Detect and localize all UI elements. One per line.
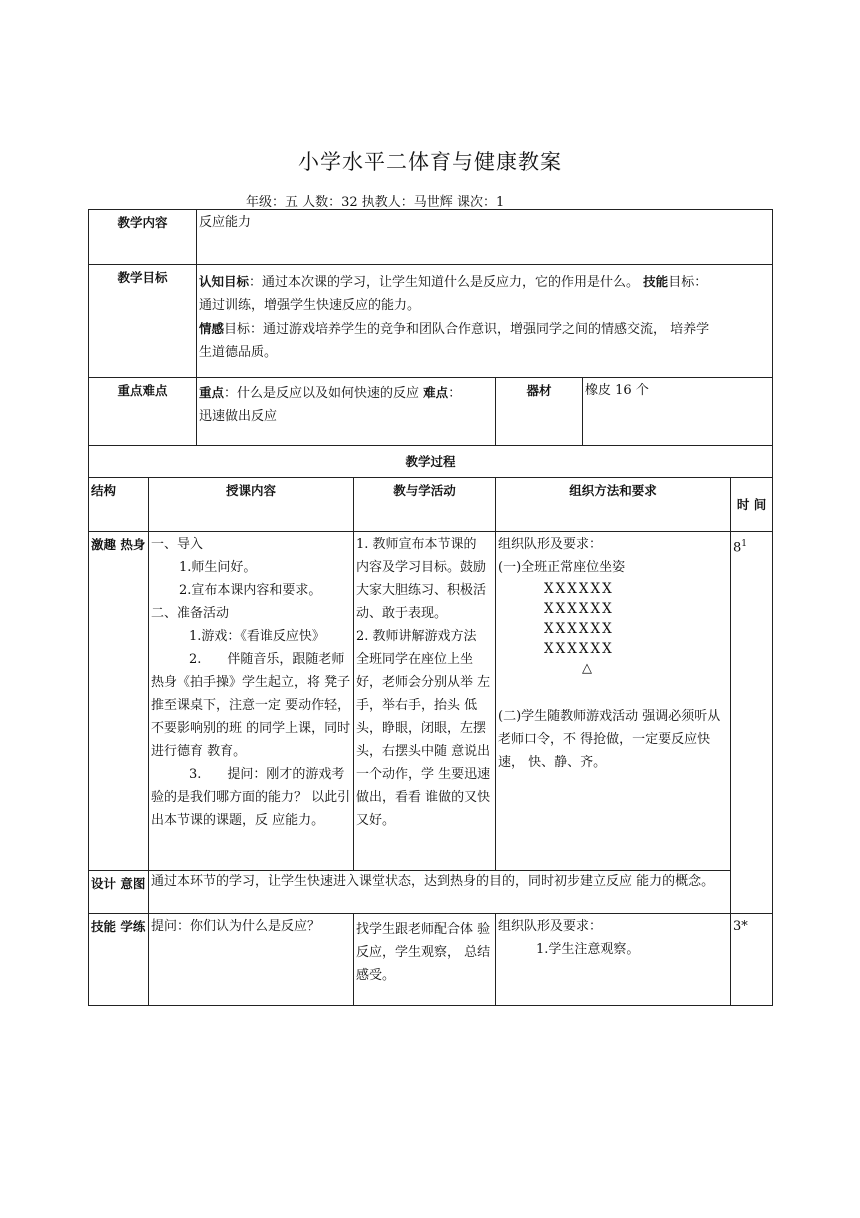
formation-title: 组织队形及要求： (498, 537, 603, 552)
equipment-label: 器材 (496, 378, 583, 446)
cognitive-goal-text: ：通过本次课的学习，让学生知道什么是反应力，它的作用是什么。 (249, 275, 644, 290)
warmup-content-line: 二、准备活动 (151, 606, 230, 621)
design-structure: 设计 意图 (89, 871, 149, 914)
key-value (197, 378, 496, 446)
warmup-content-line: 2. 伴随音乐，跟随老师热身《拍手操》学生起立，将 凳子推至课桌下，注意一定 要动作轻，不要影响别的班 的同学上课，同时进行德育 教育。 (151, 652, 351, 759)
affective-goal-label: 情感 (199, 321, 225, 336)
warmup-time (731, 532, 773, 914)
warmup-content-line: 3. 提问：刚才的游戏考验的是我们哪方面的能力？ 以此引出本节课的课题，反 应能力。 (151, 767, 351, 828)
warmup-content (149, 532, 354, 871)
process-title: 教学过程 (89, 446, 773, 478)
header-structure: 结构 (89, 478, 149, 532)
cognitive-goal-label: 认知目标 (199, 274, 250, 289)
row-content (89, 210, 773, 265)
skill-method-item: 1.学生注意观察。 (536, 942, 640, 957)
skill-content: 提问：你们认为什么是反应？ (149, 914, 354, 1006)
warmup-content-line: 1.游戏：《看谁反应快》 (189, 629, 325, 644)
skill-goal-label: 技能 (643, 274, 669, 289)
difficulty-label: 难点 (423, 385, 449, 400)
row-design (89, 871, 773, 914)
warmup-activity-item: 1. 教师宣布本节课的 内容及学习目标。鼓励 大家大胆练习、积极活 动、敢于表现。 (356, 537, 487, 621)
warmup-content-line: 2.宣布本课内容和要求。 (179, 583, 322, 598)
skill-activity: 找学生跟老师配合体 验反应，学生观察， 总结感受。 (354, 914, 496, 1006)
difficulty-text: 迅速做出反应 (199, 409, 278, 424)
row-warmup (89, 532, 773, 871)
focus-label: 重点 (199, 385, 225, 400)
warmup-content-line: 1.师生问好。 (179, 560, 257, 575)
row-key-points (89, 378, 773, 446)
header-time: 时 间 (731, 478, 773, 532)
skill-goal-text: 通过训练，增强学生快速反应的能力。 (199, 298, 421, 313)
key-label: 重点难点 (89, 378, 197, 446)
formation-row: XXXXXX (544, 621, 614, 637)
design-text: 通过本环节的学习，让学生快速进入课堂状态，达到热身的目的，同时初步建立反应 能力的概念。 (149, 871, 731, 914)
lesson-meta: 年级：五 人数：32 执教人：马世辉 课次：1 (246, 195, 505, 210)
document-title: 小学水平二体育与健康教案 (298, 150, 562, 174)
warmup-structure: 激趣 热身 (89, 532, 149, 871)
skill-method (496, 914, 731, 1006)
focus-text: ：什么是反应以及如何快速的反应 (224, 386, 424, 401)
skill-time: 3* (731, 914, 773, 1006)
skill-method-title: 组织队形及要求： (498, 919, 603, 934)
warmup-method (496, 532, 731, 871)
affective-goal-cont: 生道德品质。 (199, 345, 278, 360)
affective-goal-text: 目标：通过游戏培养学生的竞争和团队合作意识，增强同学之间的情感交流， 培养学 (224, 322, 710, 337)
skill-goal-suffix: 目标： (668, 275, 708, 290)
formation-subtitle: (一)全班正常座位坐姿 (498, 560, 626, 575)
warmup-time-value: 8 (733, 540, 742, 556)
skill-structure: 技能 学练 (89, 914, 149, 1006)
row-skill (89, 914, 773, 1006)
content-value: 反应能力 (197, 210, 773, 265)
teacher-position-icon: △ (582, 661, 593, 676)
row-headers (89, 478, 773, 532)
content-label: 教学内容 (89, 210, 197, 265)
formation-row: XXXXXX (544, 601, 614, 617)
header-method: 组织方法和要求 (496, 478, 731, 532)
header-content: 授课内容 (149, 478, 354, 532)
formation-row: XXXXXX (544, 641, 614, 657)
warmup-time-sup: 1 (741, 539, 748, 549)
row-process-title (89, 446, 773, 478)
header-activity: 教与学活动 (354, 478, 496, 532)
warmup-activity-item: 2. 教师讲解游戏方法 全班同学在座位上坐 好，老师会分别从举 左手，举右手，抬头 低头，睁眼，闭眼，左摆头，右摆头中随 意说出一个动作，学 生要迅速做出，看看 谁做的又快又好。 (356, 629, 491, 828)
formation-row: XXXXXX (544, 581, 614, 597)
goals-value (197, 265, 773, 378)
equipment-value: 橡皮 16 个 (583, 378, 773, 446)
goals-label: 教学目标 (89, 265, 197, 378)
formation-requirements: (二)学生随教师游戏活动 强调必须听从老师口令，不 得抢做，一定要反应快速， 快、静、齐。 (498, 709, 721, 770)
warmup-activity (354, 532, 496, 871)
warmup-content-line: 一、导入 (151, 537, 204, 552)
lesson-plan-table (88, 209, 773, 1006)
difficulty-colon: ： (448, 386, 462, 401)
row-goals (89, 265, 773, 378)
